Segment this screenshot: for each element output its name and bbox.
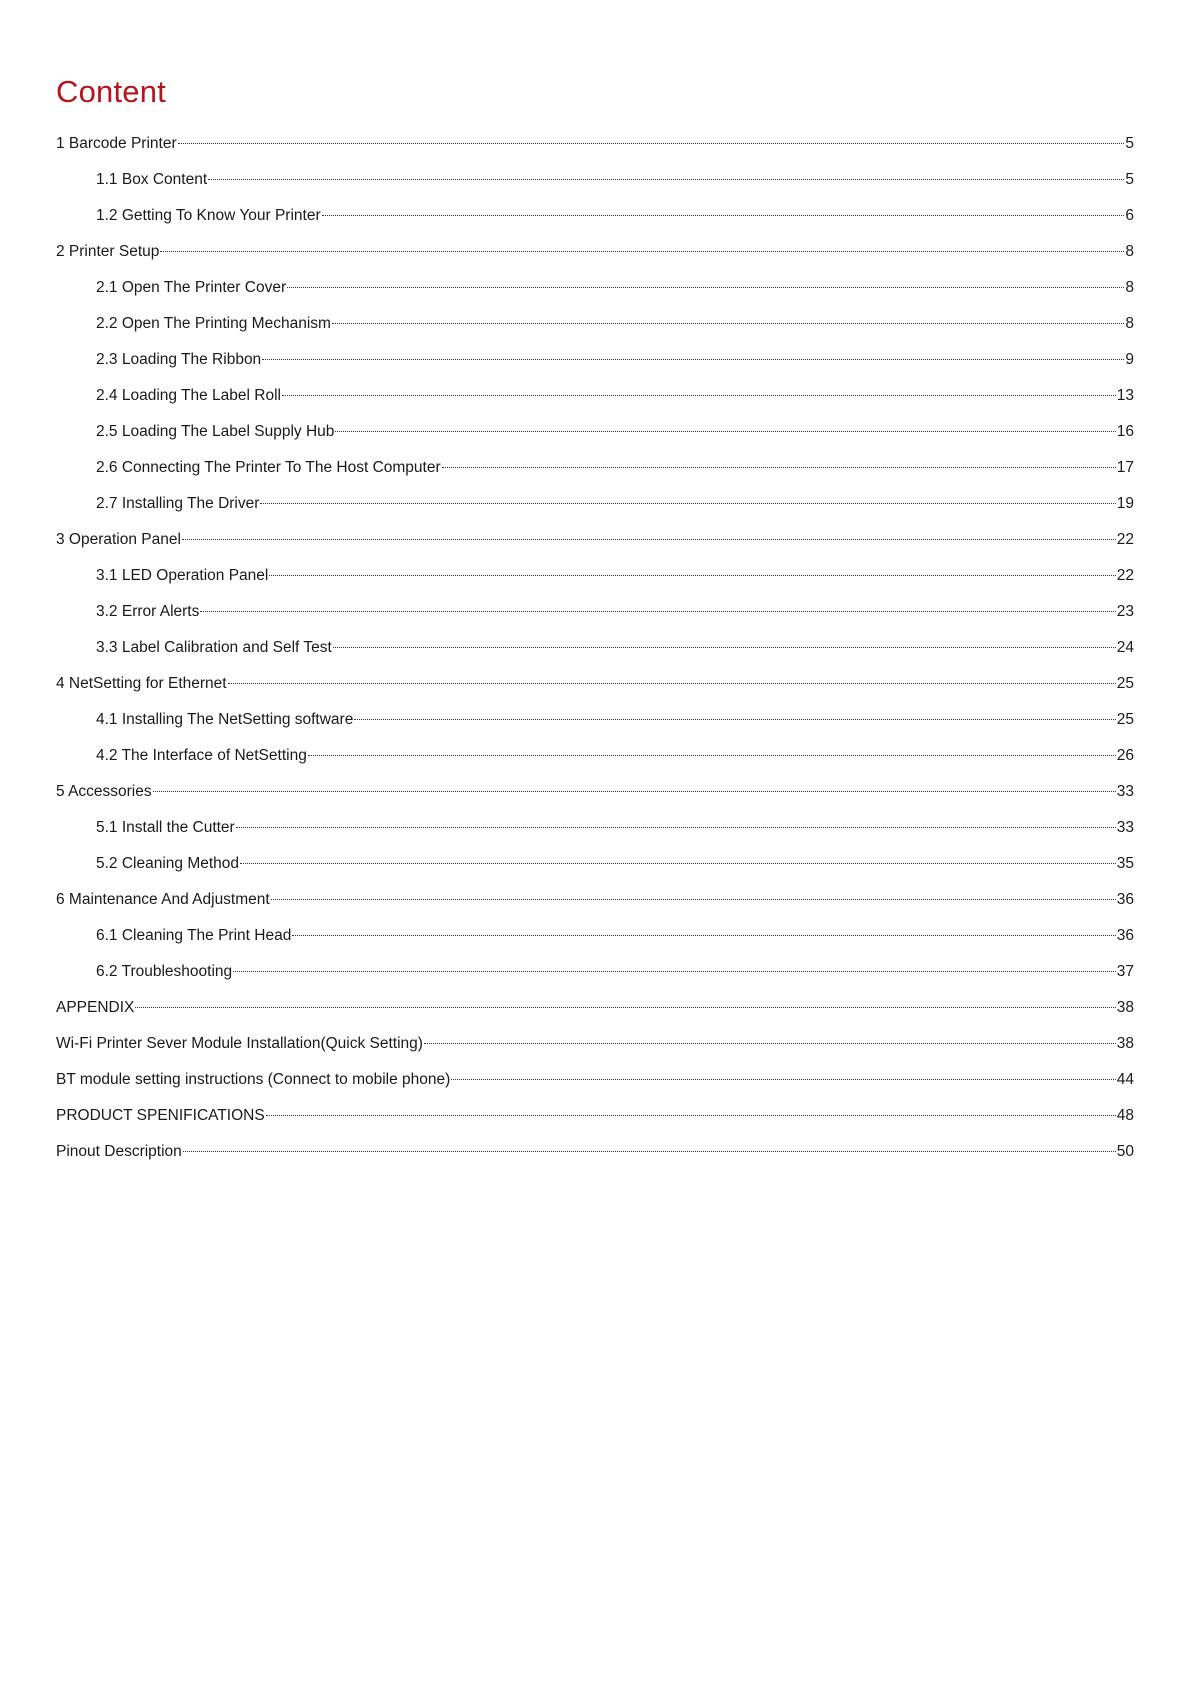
toc-entry-title: 6.2 Troubleshooting	[96, 963, 233, 980]
toc-entry-page-number: 22	[1116, 567, 1134, 584]
toc-entry[interactable]	[56, 384, 1134, 420]
toc-entry-page-number: 8	[1125, 243, 1134, 260]
dot-leader	[451, 1079, 1115, 1080]
toc-entry[interactable]	[56, 672, 1134, 708]
dot-leader	[200, 611, 1115, 612]
dot-leader	[208, 179, 1124, 180]
toc-entry-page-number: 8	[1125, 315, 1134, 332]
toc-entry-title: 2.6 Connecting The Printer To The Host Computer	[96, 459, 441, 476]
toc-entry-page-number: 9	[1125, 351, 1134, 368]
toc-entry[interactable]	[56, 888, 1134, 924]
dot-leader	[178, 143, 1125, 144]
toc-entry-title: 2.4 Loading The Label Roll	[96, 387, 281, 404]
dot-leader	[236, 827, 1116, 828]
dot-leader	[424, 1043, 1116, 1044]
toc-entry[interactable]	[56, 276, 1134, 312]
toc-entry[interactable]	[56, 492, 1134, 528]
toc-entry[interactable]	[56, 996, 1134, 1032]
toc-entry-title: 5.1 Install the Cutter	[96, 819, 235, 836]
toc-entry-page-number: 13	[1116, 387, 1134, 404]
dot-leader	[228, 683, 1116, 684]
dot-leader	[266, 1115, 1116, 1116]
toc-entry-title: 2.5 Loading The Label Supply Hub	[96, 423, 335, 440]
toc-entry-title: 5 Accessories	[56, 783, 152, 800]
dot-leader	[292, 935, 1115, 936]
toc-entry[interactable]	[56, 1068, 1134, 1104]
toc-entry-page-number: 26	[1116, 747, 1134, 764]
toc-entry-page-number: 25	[1116, 711, 1134, 728]
toc-entry[interactable]	[56, 420, 1134, 456]
toc-entry-title: 1.2 Getting To Know Your Printer	[96, 207, 321, 224]
toc-entry[interactable]	[56, 312, 1134, 348]
toc-entry-page-number: 23	[1116, 603, 1134, 620]
toc-entry-title: APPENDIX	[56, 999, 135, 1016]
dot-leader	[308, 755, 1116, 756]
toc-entry[interactable]	[56, 240, 1134, 276]
toc-entry[interactable]	[56, 600, 1134, 636]
toc-entry-page-number: 36	[1116, 927, 1134, 944]
toc-entry-title: Pinout Description	[56, 1143, 182, 1160]
dot-leader	[160, 251, 1124, 252]
toc-entry-title: PRODUCT SPENIFICATIONS	[56, 1107, 265, 1124]
toc-entry-title: BT module setting instructions (Connect to mobile phone)	[56, 1071, 451, 1088]
toc-entry[interactable]	[56, 168, 1134, 204]
toc-entry-page-number: 24	[1116, 639, 1134, 656]
toc-entry-title: 1.1 Box Content	[96, 171, 208, 188]
toc-entry[interactable]	[56, 744, 1134, 780]
dot-leader	[153, 791, 1116, 792]
dot-leader	[333, 647, 1116, 648]
toc-entry-title: 3.2 Error Alerts	[96, 603, 200, 620]
toc-entry[interactable]	[56, 1104, 1134, 1140]
dot-leader	[260, 503, 1115, 504]
toc-entry-title: 4 NetSetting for Ethernet	[56, 675, 227, 692]
toc-entry-page-number: 16	[1116, 423, 1134, 440]
dot-leader	[262, 359, 1124, 360]
toc-entry-page-number: 48	[1116, 1107, 1134, 1124]
toc-entry-page-number: 19	[1116, 495, 1134, 512]
toc-entry-title: 2.7 Installing The Driver	[96, 495, 260, 512]
toc-entry-page-number: 33	[1116, 783, 1134, 800]
toc-entry-title: 4.1 Installing The NetSetting software	[96, 711, 354, 728]
toc-entry-title: 5.2 Cleaning Method	[96, 855, 240, 872]
toc-entry-title: 2.2 Open The Printing Mechanism	[96, 315, 331, 332]
toc-entry-title: 2 Printer Setup	[56, 243, 160, 260]
table-of-contents	[56, 132, 1134, 1176]
toc-entry-page-number: 50	[1116, 1143, 1134, 1160]
toc-entry-page-number: 8	[1125, 279, 1134, 296]
dot-leader	[335, 431, 1115, 432]
toc-entry-title: 2.1 Open The Printer Cover	[96, 279, 287, 296]
dot-leader	[183, 1151, 1116, 1152]
toc-entry-title: 6.1 Cleaning The Print Head	[96, 927, 292, 944]
toc-entry-page-number: 36	[1116, 891, 1134, 908]
toc-entry-title: 4.2 The Interface of NetSetting	[96, 747, 307, 764]
toc-entry[interactable]	[56, 348, 1134, 384]
toc-entry[interactable]	[56, 924, 1134, 960]
toc-entry[interactable]	[56, 852, 1134, 888]
toc-entry-page-number: 5	[1125, 171, 1134, 188]
toc-entry[interactable]	[56, 708, 1134, 744]
toc-entry[interactable]	[56, 1140, 1134, 1176]
toc-entry-page-number: 22	[1116, 531, 1134, 548]
dot-leader	[354, 719, 1115, 720]
toc-heading: Content	[56, 74, 166, 109]
toc-entry[interactable]	[56, 204, 1134, 240]
toc-entry-title: 3.3 Label Calibration and Self Test	[96, 639, 332, 656]
toc-entry-title: 6 Maintenance And Adjustment	[56, 891, 270, 908]
toc-entry-title: 3.1 LED Operation Panel	[96, 567, 269, 584]
dot-leader	[135, 1007, 1115, 1008]
dot-leader	[287, 287, 1124, 288]
toc-entry-page-number: 6	[1125, 207, 1134, 224]
toc-entry[interactable]	[56, 816, 1134, 852]
toc-entry[interactable]	[56, 132, 1134, 168]
toc-entry[interactable]	[56, 1032, 1134, 1068]
toc-entry[interactable]	[56, 528, 1134, 564]
toc-entry-page-number: 35	[1116, 855, 1134, 872]
dot-leader	[269, 575, 1115, 576]
toc-entry[interactable]	[56, 564, 1134, 600]
toc-entry-page-number: 17	[1116, 459, 1134, 476]
toc-entry-page-number: 44	[1116, 1071, 1134, 1088]
dot-leader	[233, 971, 1116, 972]
toc-entry-page-number: 25	[1116, 675, 1134, 692]
toc-entry[interactable]	[56, 456, 1134, 492]
dot-leader	[271, 899, 1116, 900]
toc-entry-page-number: 5	[1125, 135, 1134, 152]
toc-entry[interactable]	[56, 636, 1134, 672]
dot-leader	[332, 323, 1124, 324]
dot-leader	[282, 395, 1116, 396]
toc-entry[interactable]	[56, 780, 1134, 816]
toc-entry-page-number: 38	[1116, 1035, 1134, 1052]
toc-entry-page-number: 33	[1116, 819, 1134, 836]
dot-leader	[442, 467, 1116, 468]
toc-entry-page-number: 37	[1116, 963, 1134, 980]
toc-entry-title: 3 Operation Panel	[56, 531, 181, 548]
dot-leader	[322, 215, 1125, 216]
toc-entry-title: 1 Barcode Printer	[56, 135, 177, 152]
dot-leader	[240, 863, 1116, 864]
toc-entry-page-number: 38	[1116, 999, 1134, 1016]
toc-entry[interactable]	[56, 960, 1134, 996]
dot-leader	[182, 539, 1116, 540]
toc-entry-title: 2.3 Loading The Ribbon	[96, 351, 262, 368]
toc-entry-title: Wi-Fi Printer Sever Module Installation(Quick Setting)	[56, 1035, 423, 1052]
